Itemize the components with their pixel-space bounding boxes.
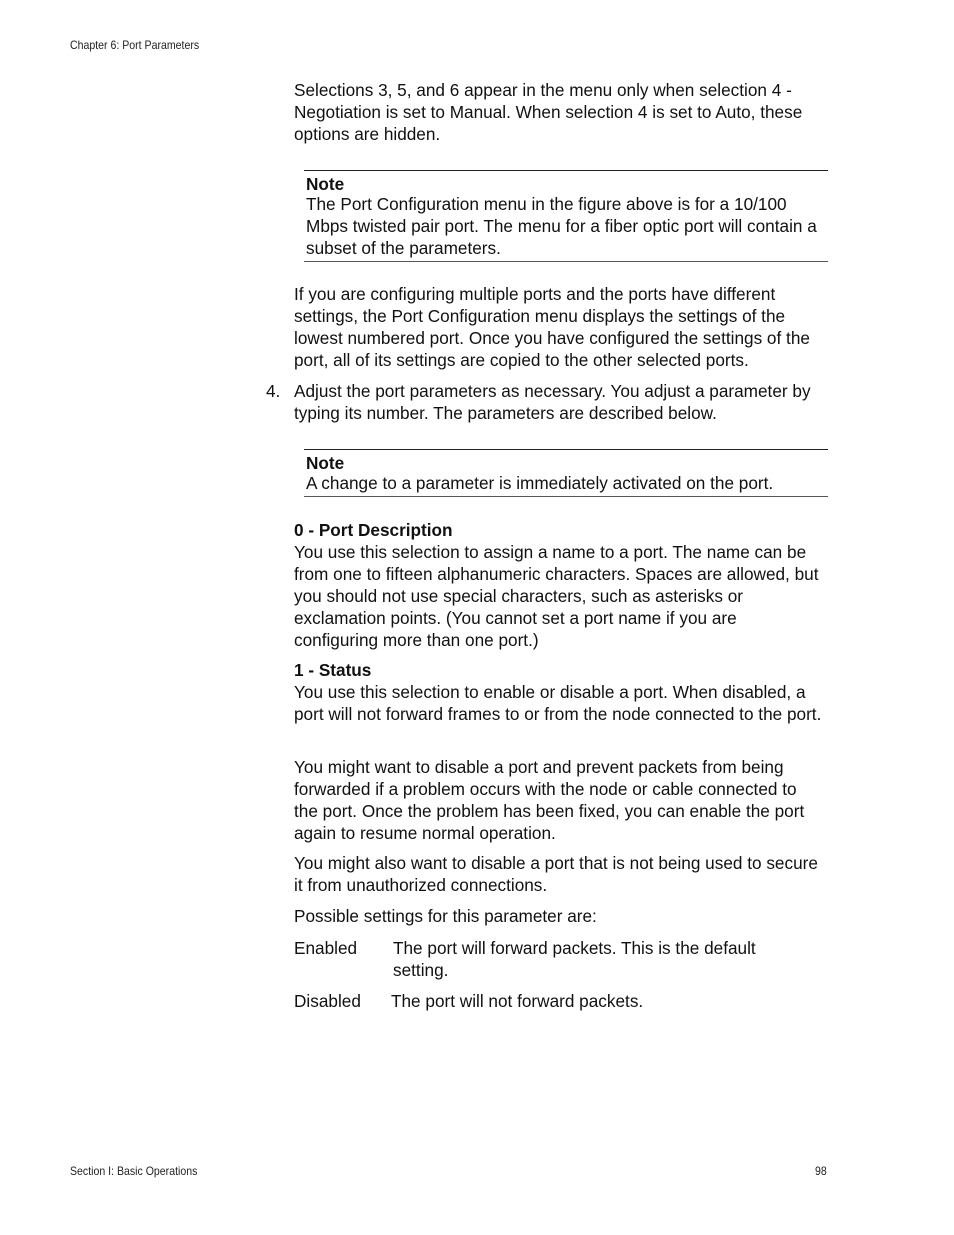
port-description-heading: 0 - Port Description (294, 520, 453, 540)
step-number: 4. (266, 381, 281, 401)
multiple-ports-paragraph: If you are configuring multiple ports and the ports have different settings, the Port Configuration menu displays the settings of the lowest numbered port. Once you have configured the settings of the port, all of its settings are copied to the other selected ports. (294, 284, 810, 370)
footer-section: Section I: Basic Operations (70, 1164, 198, 1178)
setting-term: Enabled (294, 938, 358, 958)
status-text: You use this selection to enable or disable a port. When disabled, a port will not forward frames to or from the node connected to the port. (294, 682, 822, 724)
note-box (304, 449, 828, 497)
status-heading: 1 - Status (294, 660, 372, 680)
setting-term: Disabled (294, 991, 361, 1011)
page-number: 98 (815, 1164, 827, 1178)
setting-description: The port will forward packets. This is the default setting. (393, 938, 756, 980)
settings-intro: Possible settings for this parameter are: (294, 906, 597, 926)
note-box (304, 170, 828, 262)
port-description-text: You use this selection to assign a name to a port. The name can be from one to fifteen alphanumeric characters. Spaces are allowed, but you should not use special characters, such as asterisks or exclamation points. (You cannot set a port name if you are configuring more than one port.) (294, 542, 819, 650)
status-security-paragraph: You might also want to disable a port that is not being used to secure it from unauthorized connections. (294, 853, 818, 895)
status-disable-paragraph: You might want to disable a port and prevent packets from being forwarded if a problem occurs with the node or cable connected to the port. Once the problem has been fixed, you can enable the port again to resume normal operation. (294, 757, 805, 843)
step-text: Adjust the port parameters as necessary. You adjust a parameter by typing its number. The parameters are described below. (294, 381, 811, 423)
note-title: Note (306, 453, 345, 473)
note-title: Note (306, 174, 345, 194)
running-header: Chapter 6: Port Parameters (70, 38, 200, 52)
intro-paragraph: Selections 3, 5, and 6 appear in the menu only when selection 4 - Negotiation is set to Manual. When selection 4 is set to Auto, these options are hidden. (294, 80, 803, 144)
setting-description: The port will not forward packets. (391, 991, 644, 1011)
note-text: A change to a parameter is immediately activated on the port. (306, 473, 774, 493)
note-text: The Port Configuration menu in the figure above is for a 10/100 Mbps twisted pair port. The menu for a fiber optic port will contain a subset of the parameters. (306, 194, 817, 258)
